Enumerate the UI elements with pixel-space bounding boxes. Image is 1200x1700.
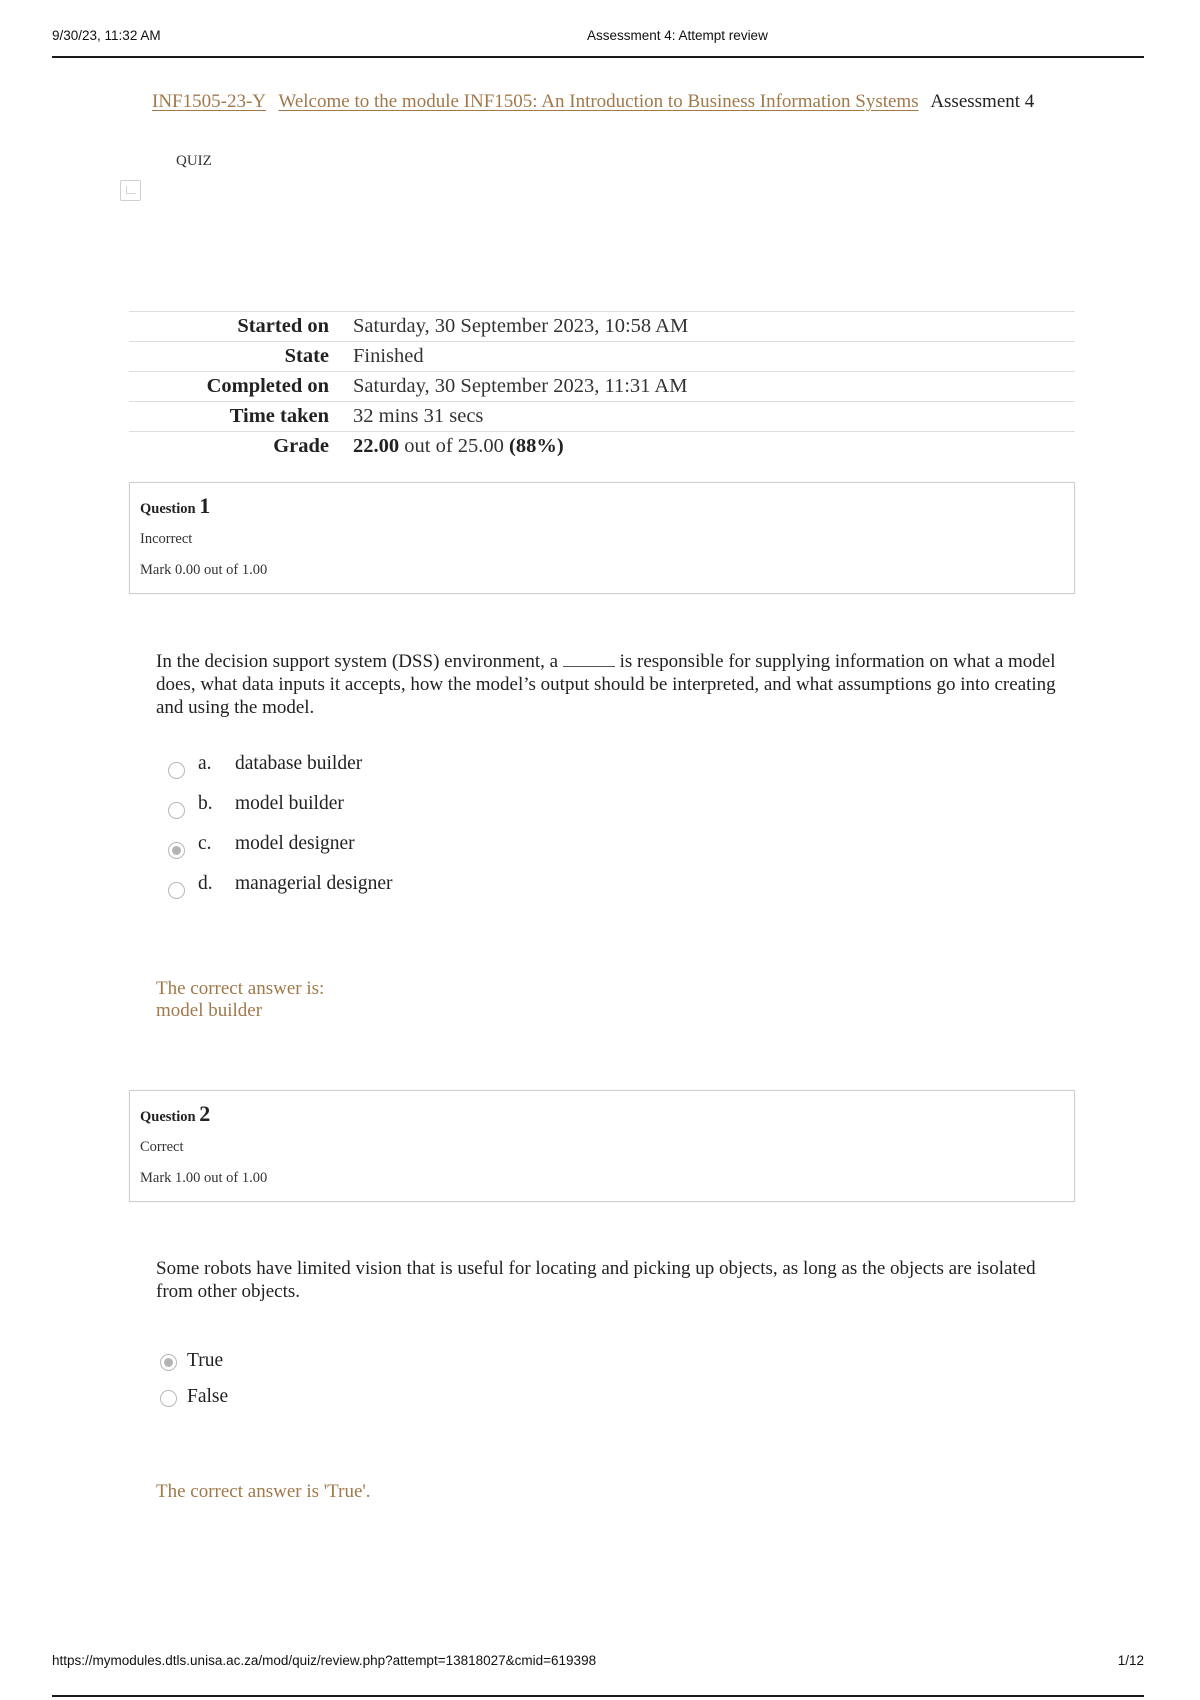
summary-label: State: [284, 345, 329, 367]
option-text: model designer: [235, 833, 355, 854]
option-letter: c.: [198, 833, 212, 854]
question-label: Question: [140, 1109, 196, 1125]
option-text: False: [187, 1386, 229, 1407]
radio-button-selected[interactable]: [168, 842, 185, 859]
summary-value: 32 mins 31 secs: [353, 405, 484, 427]
question-1-feedback: [156, 978, 324, 1022]
print-header: [52, 28, 1144, 58]
summary-row: [129, 342, 1075, 372]
option-text: database builder: [235, 753, 363, 774]
breadcrumb: [152, 91, 1034, 113]
grade-score: 22.00: [353, 435, 400, 458]
grade-mid: out of 25.00: [404, 435, 504, 458]
option-letter: d.: [198, 873, 213, 894]
question-1-number: [140, 493, 1064, 519]
print-url: https://mymodules.dtls.unisa.ac.za/mod/quiz/review.php?attempt=13818027&cmid=619398: [52, 1653, 597, 1668]
attempt-summary-table: [129, 311, 1075, 462]
print-datetime: 9/30/23, 11:32 AM: [52, 28, 161, 43]
print-footer: [52, 1647, 1144, 1697]
question-number: 1: [199, 493, 211, 518]
radio-button[interactable]: [160, 1390, 177, 1407]
grade-value: [341, 432, 1075, 462]
quiz-icon: [120, 180, 141, 201]
question-1-blank: [563, 649, 615, 667]
quiz-label: QUIZ: [176, 153, 212, 169]
option-text: model builder: [235, 793, 344, 814]
summary-row-grade: [129, 432, 1075, 462]
question-2-state: Correct: [140, 1139, 184, 1155]
summary-row: [129, 312, 1075, 342]
question-1-state: Incorrect: [140, 531, 193, 547]
question-1-text: [156, 649, 1056, 719]
summary-value: Saturday, 30 September 2023, 10:58 AM: [353, 315, 689, 337]
radio-button[interactable]: [168, 802, 185, 819]
feedback-answer: model builder: [156, 1000, 263, 1021]
option-letter: a.: [198, 753, 212, 774]
summary-value: Finished: [353, 345, 424, 367]
question-1-mark: Mark 0.00 out of 1.00: [140, 562, 268, 578]
option-text: True: [187, 1350, 224, 1371]
question-2-info: [129, 1090, 1075, 1202]
question-1-text-before: In the decision support system (DSS) environment, a: [156, 651, 559, 672]
print-title: Assessment 4: Attempt review: [587, 28, 768, 43]
radio-button[interactable]: [168, 762, 185, 779]
summary-row: [129, 402, 1075, 432]
print-page-number: 1/12: [1117, 1653, 1144, 1668]
grade-percent: (88%): [509, 435, 564, 458]
radio-button-selected[interactable]: [160, 1354, 177, 1371]
grade-label: Grade: [273, 435, 329, 458]
question-number: 2: [199, 1101, 211, 1126]
question-1-text-after: is responsible for supplying information on what a model does, what data inputs it accepts, how the model’s output should be interpreted, and what assumptions go into creating and using the model.: [156, 651, 1056, 718]
question-2-feedback: The correct answer is 'True'.: [156, 1481, 371, 1502]
breadcrumb-course-code-link[interactable]: INF1505-23-Y: [152, 91, 266, 112]
question-2-mark: Mark 1.00 out of 1.00: [140, 1170, 268, 1186]
option-text: managerial designer: [235, 873, 393, 894]
question-label: Question: [140, 501, 196, 517]
breadcrumb-current: Assessment 4: [930, 91, 1035, 112]
summary-value: Saturday, 30 September 2023, 11:31 AM: [353, 375, 688, 397]
summary-label: Started on: [237, 315, 329, 337]
summary-row: [129, 372, 1075, 402]
question-1-info: [129, 482, 1075, 594]
question-2-number: [140, 1101, 1064, 1127]
option-letter: b.: [198, 793, 213, 814]
question-2-text: Some robots have limited vision that is useful for locating and picking up objects, as long as the objects are isolated from other objects.: [156, 1258, 1036, 1302]
summary-label: Time taken: [229, 405, 329, 427]
breadcrumb-course-name-link[interactable]: Welcome to the module INF1505: An Introduction to Business Information Systems: [278, 91, 919, 112]
feedback-line: The correct answer is:: [156, 978, 325, 999]
radio-button[interactable]: [168, 882, 185, 899]
summary-label: Completed on: [206, 375, 329, 397]
